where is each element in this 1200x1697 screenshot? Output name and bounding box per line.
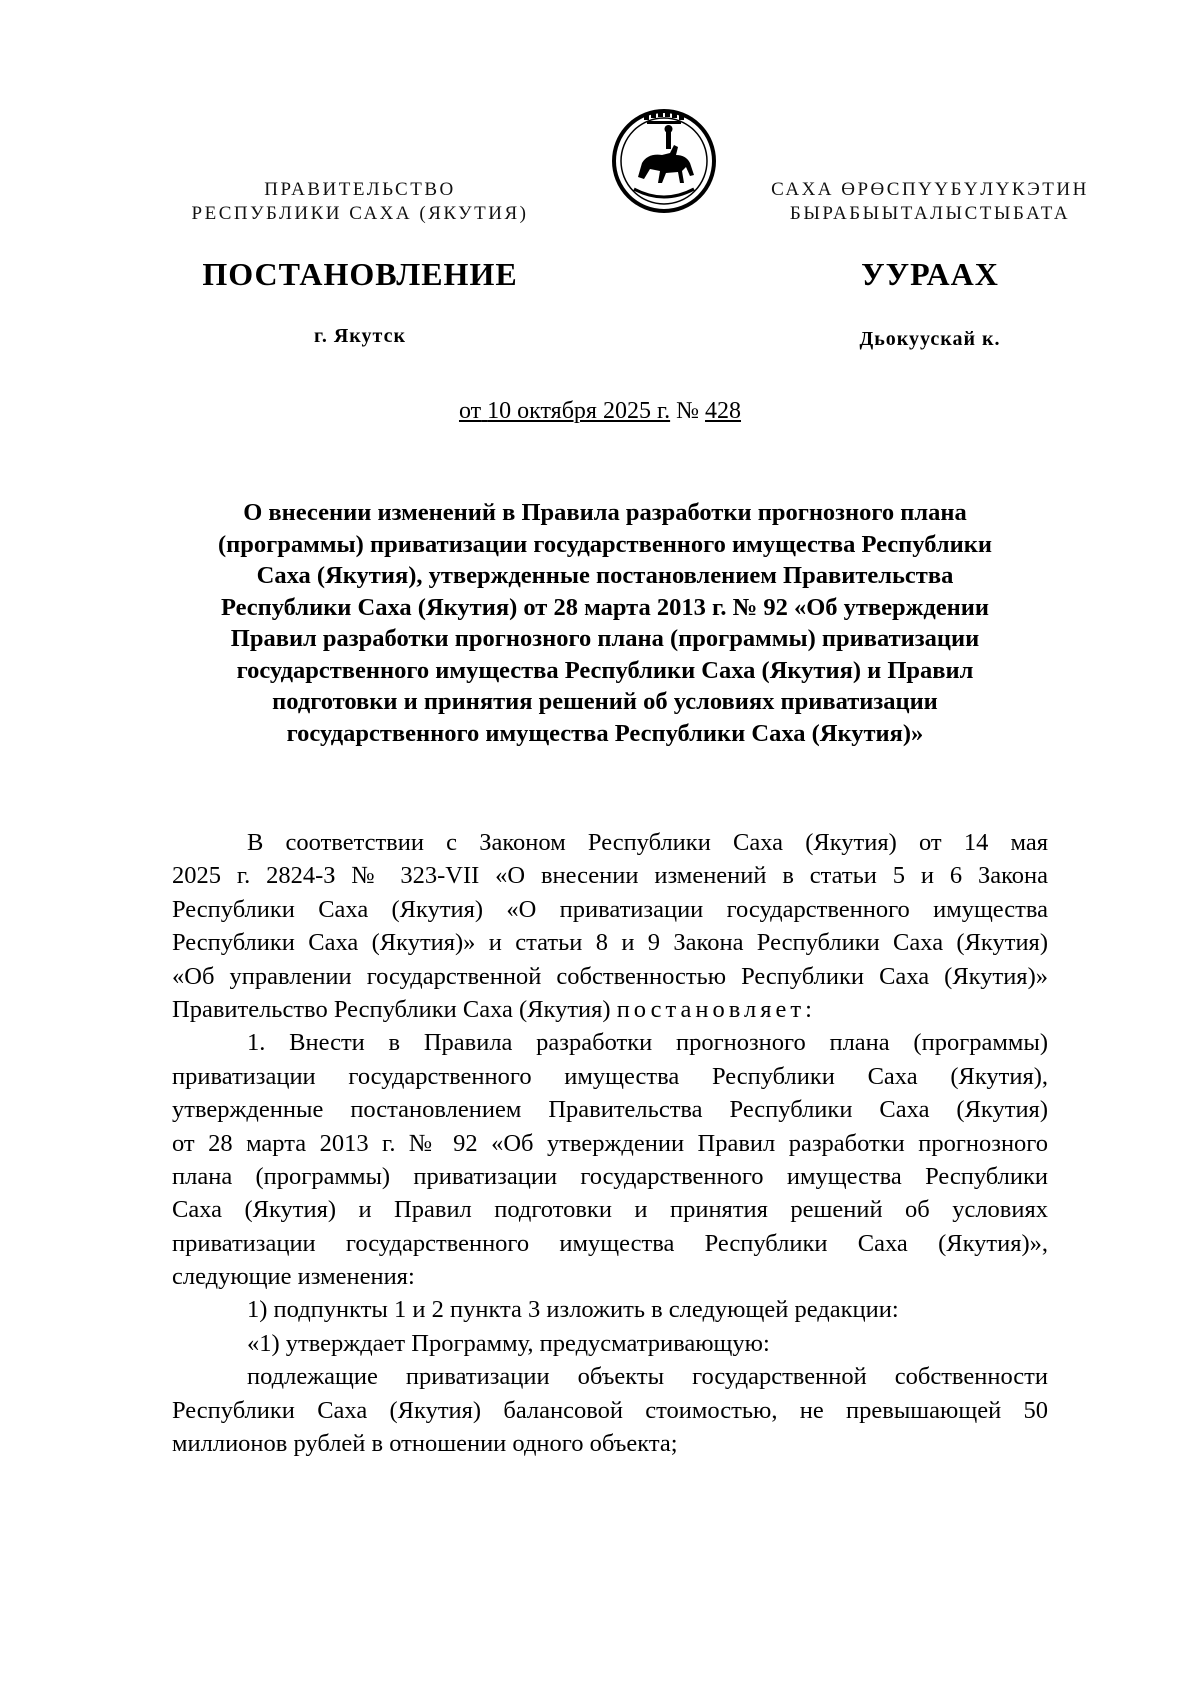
title-line: государственного имущества Республики Саха (Якутия)» (286, 719, 924, 747)
document-type-yakut: УУРААХ (861, 256, 999, 292)
right-organization-name (740, 178, 1120, 226)
body-line: Республики Саха (Якутия)» и статьи 8 и 9 Закона Республики Саха (Якутия) (172, 929, 1048, 957)
document-date-number (0, 398, 1200, 425)
document-title (170, 497, 1040, 749)
title-line: (программы) приватизации государственного имущества Республики (218, 530, 992, 558)
body-line: В соответствии с Законом Республики Саха (Якутия) от 14 мая (247, 829, 1048, 856)
body-line: Саха (Якутия) и Правил подготовки и принятия решений об условиях (172, 1196, 1048, 1224)
body-line: «Об управлении государственной собственностью Республики Саха (Якутия)» (172, 962, 1048, 990)
left-organization-name (150, 178, 570, 226)
title-line: Правил разработки прогнозного плана (программы) приватизации (230, 625, 980, 652)
left-org-line-2: РЕСПУБЛИКИ САХА (ЯКУТИЯ) (191, 203, 529, 224)
city-yakut: Дьокуускай к. (859, 328, 1001, 350)
body-line: плана (программы) приватизации государственного имущества Республики (172, 1162, 1048, 1190)
resolves-verb: постановляет: (616, 995, 816, 1023)
body-line: от 28 марта 2013 г. № 92 «Об утверждении Правил разработки прогнозного (172, 1129, 1048, 1157)
body-line: Республики Саха (Якутия) «О приватизации государственного имущества (172, 895, 1048, 923)
body-line: 1) подпункты 1 и 2 пункта 3 изложить в следующей редакции: (247, 1296, 899, 1324)
body-line: утвержденные постановлением Правительства Республики Саха (Якутия) (172, 1096, 1048, 1124)
title-line: Республики Саха (Якутия) от 28 марта 2013 г. № 92 «Об утверждении (220, 593, 990, 621)
body-line: следующие изменения: (172, 1263, 415, 1291)
title-line: Саха (Якутия), утвержденные постановлением Правительства (256, 562, 954, 589)
body-line: Республики Саха (Якутия) балансовой стоимостью, не превышающей 50 (172, 1396, 1048, 1424)
title-line: подготовки и принятия решений об условиях приватизации (272, 688, 938, 715)
body-line: 2025 г. 2824-З № 323-VII «О внесении изменений в статьи 5 и 6 Закона (172, 862, 1048, 890)
right-org-line-2: БЫРАБЫЫТАЛЫСТЫБАТА (789, 203, 1071, 224)
document-type-russian: ПОСТАНОВЛЕНИЕ (202, 256, 518, 292)
title-line: О внесении изменений в Правила разработки прогнозного плана (243, 499, 967, 526)
number-sign: № (676, 398, 700, 424)
right-org-line-1: САХА ӨРӨСПҮҮБҮЛҮКЭТИН (771, 179, 1089, 200)
document-number: 428 (705, 398, 742, 424)
body-line-text: Правительство Республики Саха (Якутия) (172, 995, 611, 1023)
body-line-resolves (172, 993, 1048, 1026)
date-prefix: от (458, 398, 482, 424)
body-line: приватизации государственного имущества Республики Саха (Якутия), (172, 1062, 1048, 1090)
body-line: подлежащие приватизации объекты государственной собственности (247, 1363, 1048, 1391)
coat-of-arms-of-sakha-icon (608, 105, 720, 217)
document-body (172, 826, 1048, 1460)
body-line: приватизации государственного имущества Республики Саха (Якутия)», (172, 1229, 1048, 1257)
left-org-line-1: ПРАВИТЕЛЬСТВО (264, 179, 456, 200)
body-line: миллионов рублей в отношении одного объекта; (172, 1430, 678, 1458)
city-russian: г. Якутск (314, 325, 406, 347)
title-line: государственного имущества Республики Саха (Якутия) и Правил (236, 656, 974, 684)
document-date: 10 октября 2025 г. (487, 398, 671, 424)
body-line: 1. Внести в Правила разработки прогнозного плана (программы) (247, 1029, 1048, 1057)
body-line: «1) утверждает Программу, предусматривающую: (247, 1329, 770, 1357)
